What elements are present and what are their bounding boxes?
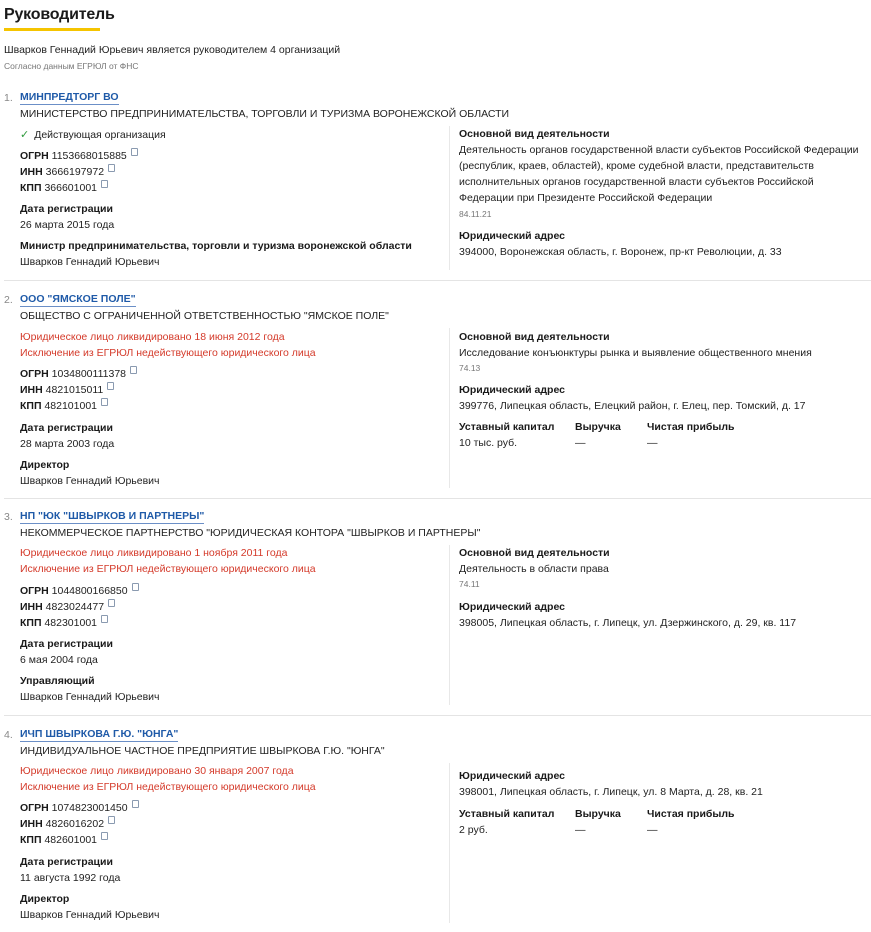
ogrn-row: ОГРН 1034800111378 [20, 368, 137, 380]
liquidation-status: Юридическое лицо ликвидировано 30 января 2007 года [20, 765, 294, 777]
ogrn-row: ОГРН 1074823001450 [20, 802, 139, 814]
profit-label: Чистая прибыль [647, 808, 735, 820]
profit-value: — [647, 824, 658, 836]
kpp-row: КПП 482101001 [20, 400, 108, 412]
ogrn-row: ОГРН 1153668015885 [20, 150, 138, 162]
role-label: Директор [20, 459, 70, 471]
copy-icon[interactable] [108, 599, 115, 607]
page-header [4, 6, 115, 31]
org-separator [4, 280, 871, 281]
profit-label: Чистая прибыль [647, 421, 735, 433]
inn-value: 4821015011 [45, 384, 104, 396]
ogrn-value: 1153668015885 [51, 150, 127, 162]
org-number: 4. [4, 729, 13, 741]
inn-row: ИНН 4826016202 [20, 818, 115, 830]
address-value: 398001, Липецкая область, г. Липецк, ул. 8 Марта, д. 28, кв. 21 [459, 786, 763, 798]
org-full-name: НЕКОММЕРЧЕСКОЕ ПАРТНЕРСТВО "ЮРИДИЧЕСКАЯ КОНТОРА "ШВЫРКОВ И ПАРТНЕРЫ" [20, 527, 481, 539]
column-divider [449, 545, 450, 705]
inn-value: 4826016202 [45, 818, 105, 830]
copy-icon[interactable] [108, 164, 115, 172]
column-divider [449, 126, 450, 270]
kpp-value: 482301001 [44, 617, 97, 629]
person-name: Шварков Геннадий Юрьевич [20, 909, 160, 921]
column-divider [449, 328, 450, 488]
copy-icon[interactable] [108, 816, 115, 824]
activity-text: Деятельность органов государственной власти субъектов Российской Федерации (республик, краев, областей), кроме судебной власти, представительств исполнительных органов государственной власти субъектов Российской Федерации при Президенте Российской Федерации [459, 144, 859, 204]
copy-icon[interactable] [101, 832, 108, 840]
copy-icon[interactable] [107, 382, 114, 390]
reg-date-value: 6 мая 2004 года [20, 654, 98, 666]
address-value: 398005, Липецкая область, г. Липецк, ул. Дзержинского, д. 29, кв. 117 [459, 617, 797, 629]
org-full-name: МИНИСТЕРСТВО ПРЕДПРИНИМАТЕЛЬСТВА, ТОРГОВЛИ И ТУРИЗМА ВОРОНЕЖСКОЙ ОБЛАСТИ [20, 108, 510, 120]
inn-row: ИНН 3666197972 [20, 166, 115, 178]
org-full-name: ИНДИВИДУАЛЬНОЕ ЧАСТНОЕ ПРЕДПРИЯТИЕ ШВЫРКОВА Г.Ю. "ЮНГА" [20, 745, 385, 757]
capital-value: 10 тыс. руб. [459, 437, 518, 449]
address-value: 399776, Липецкая область, Елецкий район, г. Елец, пер. Томский, д. 17 [459, 400, 806, 412]
person-name: Шварков Геннадий Юрьевич [20, 475, 160, 487]
org-name-link[interactable]: ИЧП ШВЫРКОВА Г.Ю. "ЮНГА" [20, 728, 179, 740]
reg-date-label: Дата регистрации [20, 856, 113, 868]
address-label: Юридический адрес [459, 601, 565, 613]
copy-icon[interactable] [132, 800, 139, 808]
address-value: 394000, Воронежская область, г. Воронеж, пр-кт Революции, д. 33 [459, 246, 782, 258]
copy-icon[interactable] [101, 398, 108, 406]
org-status-active: ✓ Действующая организация [20, 129, 166, 141]
copy-icon[interactable] [101, 180, 108, 188]
org-separator [4, 715, 871, 716]
title-underline [4, 28, 100, 31]
reg-date-label: Дата регистрации [20, 638, 113, 650]
column-divider [449, 763, 450, 923]
person-name: Шварков Геннадий Юрьевич [20, 691, 160, 703]
ogrn-row: ОГРН 1044800166850 [20, 585, 139, 597]
ogrn-value: 1034800111378 [51, 368, 126, 380]
inn-row: ИНН 4821015011 [20, 384, 114, 396]
profit-value: — [647, 437, 658, 449]
revenue-value: — [575, 824, 586, 836]
ogrn-value: 1044800166850 [51, 585, 128, 597]
org-number: 2. [4, 294, 13, 306]
address-label: Юридический адрес [459, 770, 565, 782]
activity-label: Основной вид деятельности [459, 331, 610, 343]
activity-code: 74.13 [459, 363, 481, 373]
kpp-value: 482601001 [44, 834, 97, 846]
inn-row: ИНН 4823024477 [20, 601, 115, 613]
reg-date-label: Дата регистрации [20, 203, 113, 215]
org-name-link[interactable]: ООО "ЯМСКОЕ ПОЛЕ" [20, 293, 136, 305]
copy-icon[interactable] [131, 148, 138, 156]
liquidation-status: Юридическое лицо ликвидировано 1 ноября 2011 года [20, 547, 288, 559]
address-label: Юридический адрес [459, 230, 565, 242]
copy-icon[interactable] [132, 583, 139, 591]
role-label: Министр предпринимательства, торговли и туризма воронежской области [20, 240, 412, 252]
org-number: 3. [4, 511, 13, 523]
role-label: Директор [20, 893, 70, 905]
copy-icon[interactable] [101, 615, 108, 623]
activity-code: 74.11 [459, 579, 480, 589]
kpp-row: КПП 482601001 [20, 834, 108, 846]
page-title: Руководитель [4, 6, 115, 23]
kpp-value: 366601001 [44, 182, 97, 194]
copy-icon[interactable] [130, 366, 137, 374]
revenue-label: Выручка [575, 421, 621, 433]
reg-date-value: 28 марта 2003 года [20, 438, 115, 450]
org-separator [4, 498, 871, 499]
reg-date-value: 26 марта 2015 года [20, 219, 115, 231]
inn-value: 4823024477 [45, 601, 105, 613]
org-full-name: ОБЩЕСТВО С ОГРАНИЧЕННОЙ ОТВЕТСТВЕННОСТЬЮ "ЯМСКОЕ ПОЛЕ" [20, 310, 389, 322]
capital-label: Уставный капитал [459, 421, 555, 433]
kpp-value: 482101001 [44, 400, 97, 412]
activity-text: Деятельность в области права [459, 563, 609, 575]
activity-label: Основной вид деятельности [459, 547, 610, 559]
role-label: Управляющий [20, 675, 95, 687]
check-icon: ✓ [20, 129, 30, 141]
inn-value: 3666197972 [45, 166, 105, 178]
exclusion-status: Исключение из ЕГРЮЛ недействующего юридического лица [20, 347, 316, 359]
person-name: Шварков Геннадий Юрьевич [20, 256, 160, 268]
source-note: Согласно данным ЕГРЮЛ от ФНС [4, 61, 139, 71]
activity-text: Исследование конъюнктуры рынка и выявление общественного мнения [459, 347, 812, 359]
activity-code: 84.11.21 [459, 209, 492, 219]
exclusion-status: Исключение из ЕГРЮЛ недействующего юридического лица [20, 563, 316, 575]
reg-date-value: 11 августа 1992 года [20, 872, 121, 884]
ogrn-value: 1074823001450 [51, 802, 128, 814]
address-label: Юридический адрес [459, 384, 565, 396]
capital-label: Уставный капитал [459, 808, 555, 820]
org-name-link[interactable]: МИНПРЕДТОРГ ВО [20, 91, 119, 103]
summary-text: Шварков Геннадий Юрьевич является руководителем 4 организаций [4, 44, 341, 56]
org-number: 1. [4, 92, 13, 104]
revenue-value: — [575, 437, 586, 449]
liquidation-status: Юридическое лицо ликвидировано 18 июня 2012 года [20, 331, 285, 343]
kpp-row: КПП 366601001 [20, 182, 108, 194]
reg-date-label: Дата регистрации [20, 422, 113, 434]
revenue-label: Выручка [575, 808, 621, 820]
exclusion-status: Исключение из ЕГРЮЛ недействующего юридического лица [20, 781, 316, 793]
org-name-link[interactable]: НП "ЮК "ШВЫРКОВ И ПАРТНЕРЫ" [20, 510, 205, 522]
kpp-row: КПП 482301001 [20, 617, 108, 629]
activity-label: Основной вид деятельности [459, 128, 610, 140]
capital-value: 2 руб. [459, 824, 488, 836]
